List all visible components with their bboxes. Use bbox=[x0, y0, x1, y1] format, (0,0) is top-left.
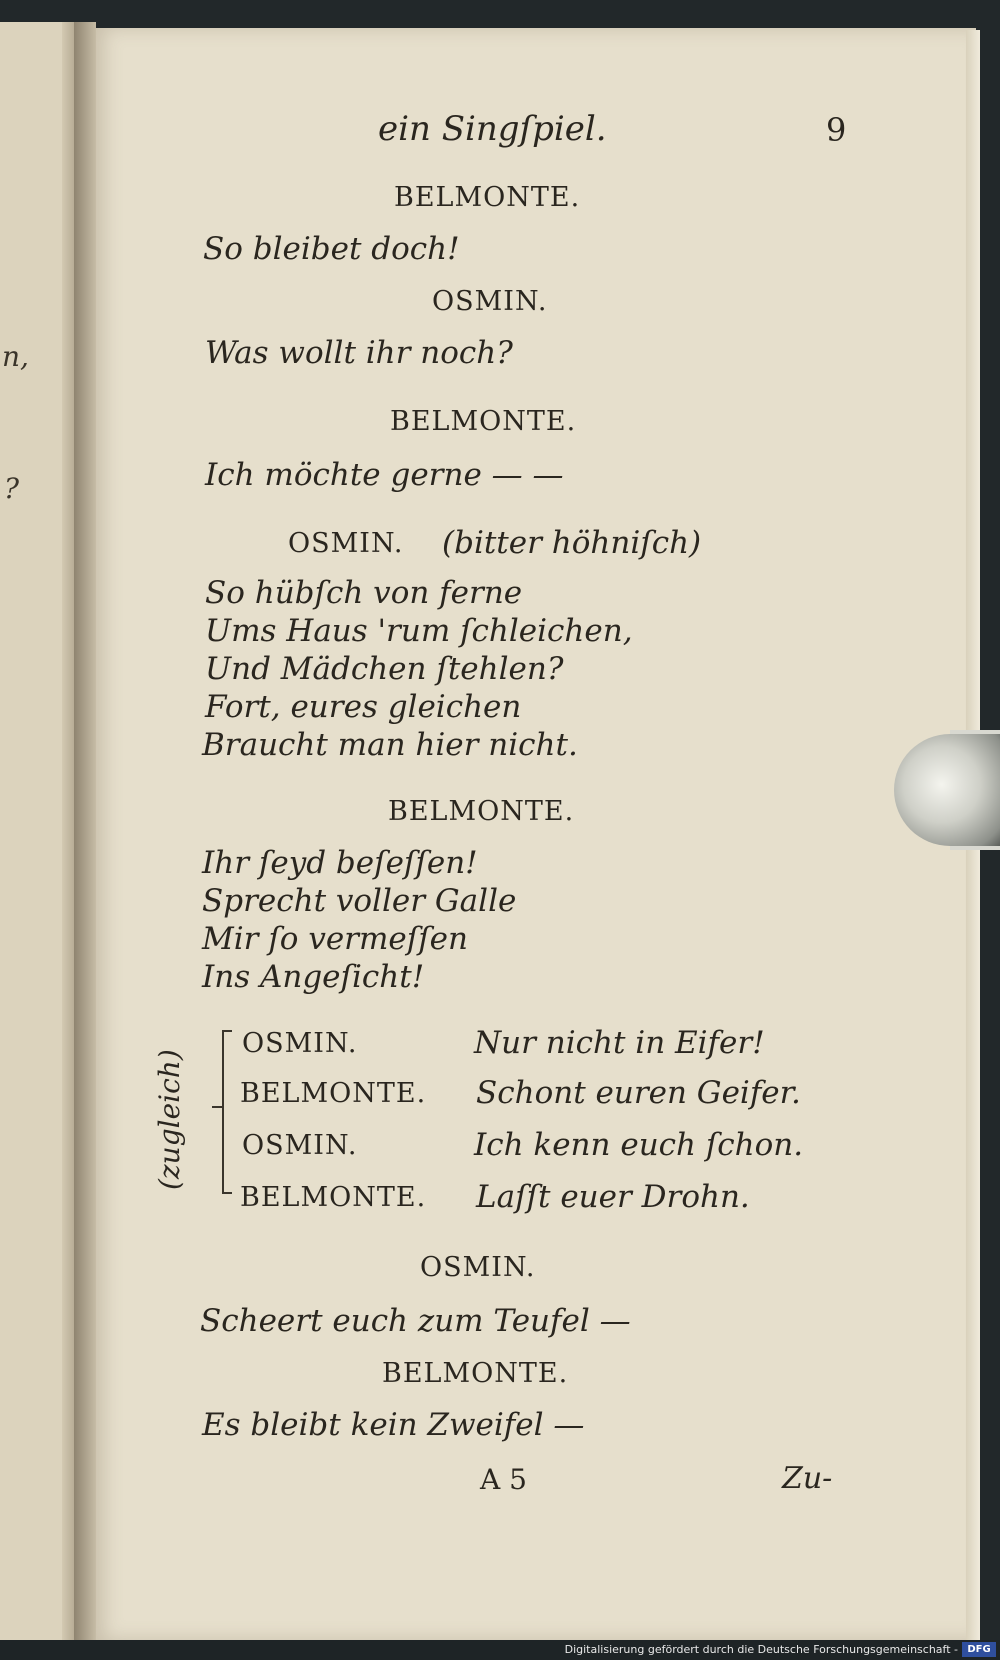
page-number: 9 bbox=[826, 111, 847, 149]
left-page bbox=[0, 22, 75, 1640]
left-page-edge bbox=[62, 22, 74, 1640]
page-clip bbox=[894, 734, 1000, 846]
credit-text: Digitalisierung gefördert durch die Deutsche Forschungsgemeinschaft - bbox=[564, 1643, 958, 1656]
verse-line: Was wollt ihr noch? bbox=[205, 335, 513, 371]
verse-line: Nur nicht in Eifer! bbox=[474, 1025, 765, 1061]
speaker-name: BELMONTE. bbox=[240, 1078, 427, 1109]
dfg-logo: DFG bbox=[962, 1642, 996, 1657]
speaker-name: BELMONTE. bbox=[390, 406, 577, 437]
together-brace bbox=[222, 1030, 232, 1194]
verse-line: Fort, eures gleichen bbox=[205, 689, 522, 725]
speaker-name: BELMONTE. bbox=[388, 796, 575, 827]
speaker-name: OSMIN. bbox=[432, 286, 548, 317]
speaker-name: OSMIN. bbox=[242, 1130, 358, 1161]
left-page-fragment: ? bbox=[4, 472, 20, 505]
verse-line: Ich möchte gerne — — bbox=[205, 457, 564, 493]
verse-line: So hübſch von ferne bbox=[205, 575, 523, 611]
verse-line: Schont euren Geifer. bbox=[476, 1075, 801, 1111]
verse-line: Sprecht voller Galle bbox=[202, 883, 517, 919]
speaker-name: BELMONTE. bbox=[382, 1358, 569, 1389]
verse-line: Es bleibt kein Zweifel — bbox=[202, 1407, 585, 1443]
speaker-name: OSMIN. bbox=[288, 528, 404, 559]
catchword: Zu- bbox=[782, 1461, 833, 1496]
speaker-name: BELMONTE. bbox=[394, 182, 581, 213]
verse-line: Braucht man hier nicht. bbox=[202, 727, 578, 763]
speaker-name: OSMIN. bbox=[420, 1252, 536, 1283]
book-gutter bbox=[74, 22, 96, 1640]
verse-line: Ins Angeſicht! bbox=[202, 959, 425, 995]
running-header: ein Singſpiel. bbox=[378, 109, 607, 149]
verse-line: Laſſt euer Drohn. bbox=[476, 1179, 750, 1215]
signature-mark: A 5 bbox=[480, 1463, 527, 1496]
together-brace-point bbox=[212, 1106, 222, 1108]
verse-line: Ums Haus 'rum ſchleichen, bbox=[205, 613, 633, 649]
speaker-name: OSMIN. bbox=[242, 1028, 358, 1059]
speaker-name: BELMONTE. bbox=[240, 1182, 427, 1213]
verse-line: So bleibet doch! bbox=[203, 231, 460, 267]
right-page bbox=[96, 28, 976, 1640]
left-page-fragment: n, bbox=[2, 340, 29, 373]
verse-line: Ihr ſeyd beſeſſen! bbox=[202, 845, 478, 881]
verse-line: Scheert euch zum Teufel — bbox=[200, 1303, 631, 1339]
verse-line: Ich kenn euch ſchon. bbox=[474, 1127, 804, 1163]
verse-line: Mir ſo vermeſſen bbox=[202, 921, 468, 957]
together-label: (zugleich) bbox=[153, 1049, 186, 1190]
verse-line: Und Mädchen ſtehlen? bbox=[205, 651, 564, 687]
stage-direction: (bitter höhniſch) bbox=[442, 525, 702, 561]
